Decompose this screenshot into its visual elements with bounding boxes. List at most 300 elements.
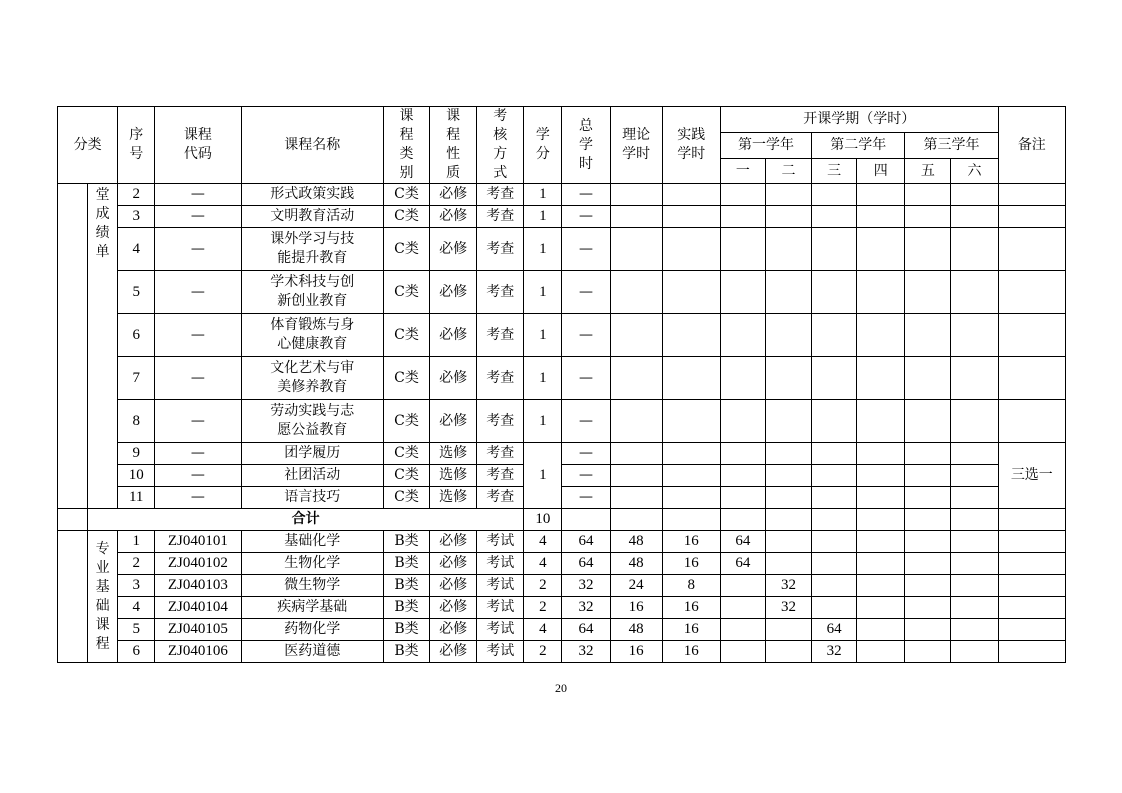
header-seq: 序号: [118, 107, 155, 184]
semester-6-hours: [951, 531, 998, 553]
semester-3-hours: [812, 531, 857, 553]
semester-1-hours: [720, 314, 765, 357]
practice-hours: [662, 228, 720, 271]
header-year-2: 第二学年: [812, 133, 905, 159]
practice-hours: [662, 465, 720, 487]
theory-hours: [610, 443, 662, 465]
exam-method: 考查: [477, 271, 524, 314]
table-row: [58, 107, 1066, 133]
credit: 1: [524, 400, 562, 443]
semester-2-hours: [765, 487, 811, 509]
semester-2-hours: [765, 465, 811, 487]
semester-2-hours: 32: [765, 575, 811, 597]
course-type: B类: [383, 619, 429, 641]
table-row: [58, 641, 1066, 663]
semester-5-hours: [905, 465, 951, 487]
course-name: 语言技巧: [241, 487, 383, 509]
practice-hours: [662, 314, 720, 357]
semester-2-hours: [765, 271, 811, 314]
table-row: [58, 509, 1066, 531]
semester-4-hours: [857, 271, 905, 314]
table-row: [58, 597, 1066, 619]
semester-1-hours: [720, 184, 765, 206]
remark: [998, 184, 1065, 206]
course-type: B类: [383, 575, 429, 597]
semester-1-hours: [720, 487, 765, 509]
course-nature: 选修: [430, 443, 477, 465]
course-code: —: [155, 400, 241, 443]
total-hours: 32: [562, 641, 610, 663]
category-label: [88, 184, 118, 509]
header-semester-3: 三: [812, 159, 857, 184]
semester-6-hours: [951, 597, 998, 619]
semester-5-hours: [905, 184, 951, 206]
category-label: [88, 531, 118, 663]
table-row: [58, 184, 1066, 206]
course-nature: 必修: [430, 641, 477, 663]
course-name: 团学履历: [241, 443, 383, 465]
header-semester-2: 二: [765, 159, 811, 184]
semester-5-hours: [905, 641, 951, 663]
course-name: 微生物学: [241, 575, 383, 597]
exam-method: 考查: [477, 184, 524, 206]
semester-3-hours: [812, 357, 857, 400]
seq: 3: [118, 575, 155, 597]
semester-3-hours: [812, 206, 857, 228]
remark: [998, 531, 1065, 553]
semester-3-hours: [812, 487, 857, 509]
header-total-hours: 总学时: [562, 107, 610, 184]
credit: 2: [524, 575, 562, 597]
course-nature: 必修: [430, 206, 477, 228]
seq: 7: [118, 357, 155, 400]
exam-method: 考查: [477, 465, 524, 487]
category-label-text: 专业基础课程: [95, 540, 110, 652]
course-nature: 必修: [430, 575, 477, 597]
practice-hours: [662, 206, 720, 228]
semester-1-hours: [720, 575, 765, 597]
semester-1-hours: [720, 400, 765, 443]
header-theory-hours: 理论学时: [610, 107, 662, 184]
course-type: C类: [383, 228, 429, 271]
seq: 2: [118, 553, 155, 575]
course-type: C类: [383, 487, 429, 509]
seq: 9: [118, 443, 155, 465]
semester-6-hours: [951, 206, 998, 228]
course-code: ZJ040106: [155, 641, 241, 663]
course-type: C类: [383, 184, 429, 206]
semester-5-hours: [905, 487, 951, 509]
semester-4-hours: [857, 184, 905, 206]
theory-hours: 48: [610, 531, 662, 553]
semester-4-hours: [857, 206, 905, 228]
header-nature: 课程性质: [430, 107, 477, 184]
header-name: 课程名称: [241, 107, 383, 184]
subtotal-empty: [857, 509, 905, 531]
course-code: —: [155, 487, 241, 509]
course-name: 劳动实践与志愿公益教育: [241, 400, 383, 443]
course-code: —: [155, 314, 241, 357]
exam-method: 考试: [477, 597, 524, 619]
header-year-1: 第一学年: [720, 133, 811, 159]
semester-5-hours: [905, 357, 951, 400]
semester-5-hours: [905, 206, 951, 228]
practice-hours: [662, 400, 720, 443]
remark: [998, 641, 1065, 663]
semester-1-hours: [720, 443, 765, 465]
practice-hours: 16: [662, 553, 720, 575]
course-name: 疾病学基础: [241, 597, 383, 619]
course-name: 生物化学: [241, 553, 383, 575]
credit: 1: [524, 228, 562, 271]
course-type: C类: [383, 314, 429, 357]
course-nature: 必修: [430, 357, 477, 400]
semester-3-hours: [812, 553, 857, 575]
semester-4-hours: [857, 487, 905, 509]
header-semester-5: 五: [905, 159, 951, 184]
course-code: —: [155, 357, 241, 400]
course-code: ZJ040103: [155, 575, 241, 597]
theory-hours: 16: [610, 641, 662, 663]
course-name: 基础化学: [241, 531, 383, 553]
remark: [998, 619, 1065, 641]
course-code: ZJ040101: [155, 531, 241, 553]
semester-5-hours: [905, 575, 951, 597]
course-nature: 必修: [430, 553, 477, 575]
header-category: 分类: [58, 107, 118, 184]
table-row: [58, 314, 1066, 357]
theory-hours: [610, 184, 662, 206]
practice-hours: 8: [662, 575, 720, 597]
credit: 4: [524, 619, 562, 641]
credit: 1: [524, 314, 562, 357]
course-code: —: [155, 271, 241, 314]
seq: 6: [118, 641, 155, 663]
total-hours: —: [562, 357, 610, 400]
subtotal-empty: [610, 509, 662, 531]
semester-1-hours: [720, 641, 765, 663]
course-code: —: [155, 443, 241, 465]
seq: 5: [118, 271, 155, 314]
remark: [998, 597, 1065, 619]
semester-5-hours: [905, 400, 951, 443]
total-hours: 64: [562, 531, 610, 553]
theory-hours: [610, 314, 662, 357]
exam-method: 考试: [477, 531, 524, 553]
header-exam: 考核方式: [477, 107, 524, 184]
exam-method: 考试: [477, 575, 524, 597]
course-nature: 选修: [430, 487, 477, 509]
table-row: [58, 206, 1066, 228]
course-type: C类: [383, 357, 429, 400]
table-row: [58, 357, 1066, 400]
total-hours: —: [562, 184, 610, 206]
total-hours: —: [562, 206, 610, 228]
semester-5-hours: [905, 271, 951, 314]
subtotal-empty: [951, 509, 998, 531]
course-type: B类: [383, 641, 429, 663]
subtotal-label: 合计: [88, 509, 524, 531]
table-row: [58, 271, 1066, 314]
semester-3-hours: [812, 575, 857, 597]
course-code: ZJ040105: [155, 619, 241, 641]
course-nature: 必修: [430, 531, 477, 553]
seq: 3: [118, 206, 155, 228]
table-row: [58, 531, 1066, 553]
credit: 1: [524, 357, 562, 400]
subtotal-empty: [662, 509, 720, 531]
practice-hours: 16: [662, 597, 720, 619]
elective-credit: 1: [524, 443, 562, 509]
remark: [998, 271, 1065, 314]
category-label-text: 堂成绩单: [95, 187, 110, 260]
semester-4-hours: [857, 531, 905, 553]
curriculum-table: [57, 106, 1066, 663]
remark: [998, 314, 1065, 357]
theory-hours: 16: [610, 597, 662, 619]
seq: 5: [118, 619, 155, 641]
practice-hours: [662, 271, 720, 314]
semester-1-hours: [720, 597, 765, 619]
course-type: C类: [383, 400, 429, 443]
exam-method: 考试: [477, 619, 524, 641]
credit: 2: [524, 641, 562, 663]
semester-5-hours: [905, 619, 951, 641]
semester-1-hours: [720, 357, 765, 400]
theory-hours: [610, 400, 662, 443]
course-name: 文明教育活动: [241, 206, 383, 228]
subtotal-empty: [562, 509, 610, 531]
header-code: 课程代码: [155, 107, 241, 184]
practice-hours: 16: [662, 531, 720, 553]
theory-hours: 48: [610, 553, 662, 575]
practice-hours: [662, 487, 720, 509]
semester-5-hours: [905, 314, 951, 357]
practice-hours: [662, 357, 720, 400]
total-hours: 64: [562, 619, 610, 641]
total-hours: —: [562, 400, 610, 443]
semester-3-hours: 32: [812, 641, 857, 663]
semester-2-hours: [765, 206, 811, 228]
semester-6-hours: [951, 314, 998, 357]
course-type: B类: [383, 597, 429, 619]
course-name: 课外学习与技能提升教育: [241, 228, 383, 271]
semester-2-hours: [765, 619, 811, 641]
semester-6-hours: [951, 400, 998, 443]
exam-method: 考查: [477, 443, 524, 465]
seq: 10: [118, 465, 155, 487]
theory-hours: [610, 465, 662, 487]
header-semester-1: 一: [720, 159, 765, 184]
semester-6-hours: [951, 575, 998, 597]
semester-2-hours: [765, 443, 811, 465]
course-nature: 选修: [430, 465, 477, 487]
semester-1-hours: 64: [720, 553, 765, 575]
remark: [998, 575, 1065, 597]
semester-4-hours: [857, 641, 905, 663]
course-nature: 必修: [430, 619, 477, 641]
course-nature: 必修: [430, 184, 477, 206]
semester-3-hours: [812, 228, 857, 271]
table-row: [58, 619, 1066, 641]
semester-4-hours: [857, 597, 905, 619]
exam-method: 考试: [477, 553, 524, 575]
semester-5-hours: [905, 553, 951, 575]
remark: [998, 357, 1065, 400]
remark: [998, 206, 1065, 228]
subtotal-empty: [812, 509, 857, 531]
subtotal-empty: [720, 509, 765, 531]
header-semester-4: 四: [857, 159, 905, 184]
semester-3-hours: [812, 465, 857, 487]
semester-6-hours: [951, 619, 998, 641]
course-name: 文化艺术与审美修养教育: [241, 357, 383, 400]
seq: 1: [118, 531, 155, 553]
semester-3-hours: [812, 314, 857, 357]
semester-4-hours: [857, 619, 905, 641]
semester-2-hours: [765, 641, 811, 663]
semester-4-hours: [857, 575, 905, 597]
category-blank: [58, 184, 88, 509]
subtotal-credit: 10: [524, 509, 562, 531]
semester-1-hours: [720, 619, 765, 641]
seq: 6: [118, 314, 155, 357]
semester-6-hours: [951, 641, 998, 663]
credit: 2: [524, 597, 562, 619]
credit: 4: [524, 531, 562, 553]
course-name: 形式政策实践: [241, 184, 383, 206]
remark: [998, 400, 1065, 443]
course-nature: 必修: [430, 597, 477, 619]
semester-1-hours: [720, 206, 765, 228]
course-code: ZJ040104: [155, 597, 241, 619]
remark: [998, 228, 1065, 271]
header-semester-group: 开课学期（学时）: [720, 107, 998, 133]
semester-3-hours: [812, 400, 857, 443]
semester-6-hours: [951, 465, 998, 487]
semester-5-hours: [905, 597, 951, 619]
practice-hours: 16: [662, 619, 720, 641]
total-hours: —: [562, 228, 610, 271]
theory-hours: [610, 228, 662, 271]
course-name: 体育锻炼与身心健康教育: [241, 314, 383, 357]
theory-hours: [610, 487, 662, 509]
semester-6-hours: [951, 443, 998, 465]
credit: 1: [524, 271, 562, 314]
theory-hours: 24: [610, 575, 662, 597]
total-hours: 64: [562, 553, 610, 575]
course-type: C类: [383, 465, 429, 487]
total-hours: —: [562, 314, 610, 357]
semester-2-hours: [765, 228, 811, 271]
table-row: [58, 487, 1066, 509]
subtotal-empty: [765, 509, 811, 531]
course-name: 药物化学: [241, 619, 383, 641]
course-nature: 必修: [430, 314, 477, 357]
course-code: —: [155, 184, 241, 206]
table-row: [58, 553, 1066, 575]
semester-1-hours: [720, 465, 765, 487]
course-code: ZJ040102: [155, 553, 241, 575]
exam-method: 考查: [477, 357, 524, 400]
practice-hours: [662, 184, 720, 206]
seq: 11: [118, 487, 155, 509]
semester-4-hours: [857, 314, 905, 357]
table-row: [58, 465, 1066, 487]
semester-3-hours: [812, 271, 857, 314]
category-blank: [58, 531, 88, 663]
elective-remark: 三选一: [998, 443, 1065, 509]
semester-6-hours: [951, 357, 998, 400]
semester-4-hours: [857, 443, 905, 465]
seq: 4: [118, 597, 155, 619]
course-nature: 必修: [430, 271, 477, 314]
semester-6-hours: [951, 271, 998, 314]
course-type: C类: [383, 443, 429, 465]
total-hours: —: [562, 487, 610, 509]
semester-6-hours: [951, 228, 998, 271]
theory-hours: [610, 271, 662, 314]
theory-hours: [610, 357, 662, 400]
credit: 4: [524, 553, 562, 575]
semester-2-hours: [765, 400, 811, 443]
semester-2-hours: [765, 314, 811, 357]
total-hours: 32: [562, 575, 610, 597]
header-year-3: 第三学年: [905, 133, 998, 159]
course-name: 学术科技与创新创业教育: [241, 271, 383, 314]
course-type: B类: [383, 553, 429, 575]
course-code: —: [155, 206, 241, 228]
header-semester-6: 六: [951, 159, 998, 184]
seq: 2: [118, 184, 155, 206]
header-credit: 学分: [524, 107, 562, 184]
semester-1-hours: 64: [720, 531, 765, 553]
exam-method: 考查: [477, 487, 524, 509]
semester-2-hours: 32: [765, 597, 811, 619]
total-hours: —: [562, 465, 610, 487]
semester-3-hours: [812, 443, 857, 465]
header-practice-hours: 实践学时: [662, 107, 720, 184]
semester-3-hours: [812, 184, 857, 206]
exam-method: 考查: [477, 400, 524, 443]
course-type: C类: [383, 271, 429, 314]
total-hours: —: [562, 443, 610, 465]
total-hours: —: [562, 271, 610, 314]
seq: 4: [118, 228, 155, 271]
course-name: 医药道德: [241, 641, 383, 663]
exam-method: 考试: [477, 641, 524, 663]
exam-method: 考查: [477, 228, 524, 271]
table-row: [58, 575, 1066, 597]
credit: 1: [524, 206, 562, 228]
semester-3-hours: 64: [812, 619, 857, 641]
theory-hours: [610, 206, 662, 228]
page-number: 20: [555, 681, 567, 695]
semester-4-hours: [857, 400, 905, 443]
semester-5-hours: [905, 228, 951, 271]
semester-1-hours: [720, 228, 765, 271]
practice-hours: [662, 443, 720, 465]
course-type: C类: [383, 206, 429, 228]
semester-5-hours: [905, 531, 951, 553]
practice-hours: 16: [662, 641, 720, 663]
course-type: B类: [383, 531, 429, 553]
remark: [998, 553, 1065, 575]
exam-method: 考查: [477, 314, 524, 357]
subtotal-empty: [905, 509, 951, 531]
semester-2-hours: [765, 184, 811, 206]
subtotal-empty: [998, 509, 1065, 531]
